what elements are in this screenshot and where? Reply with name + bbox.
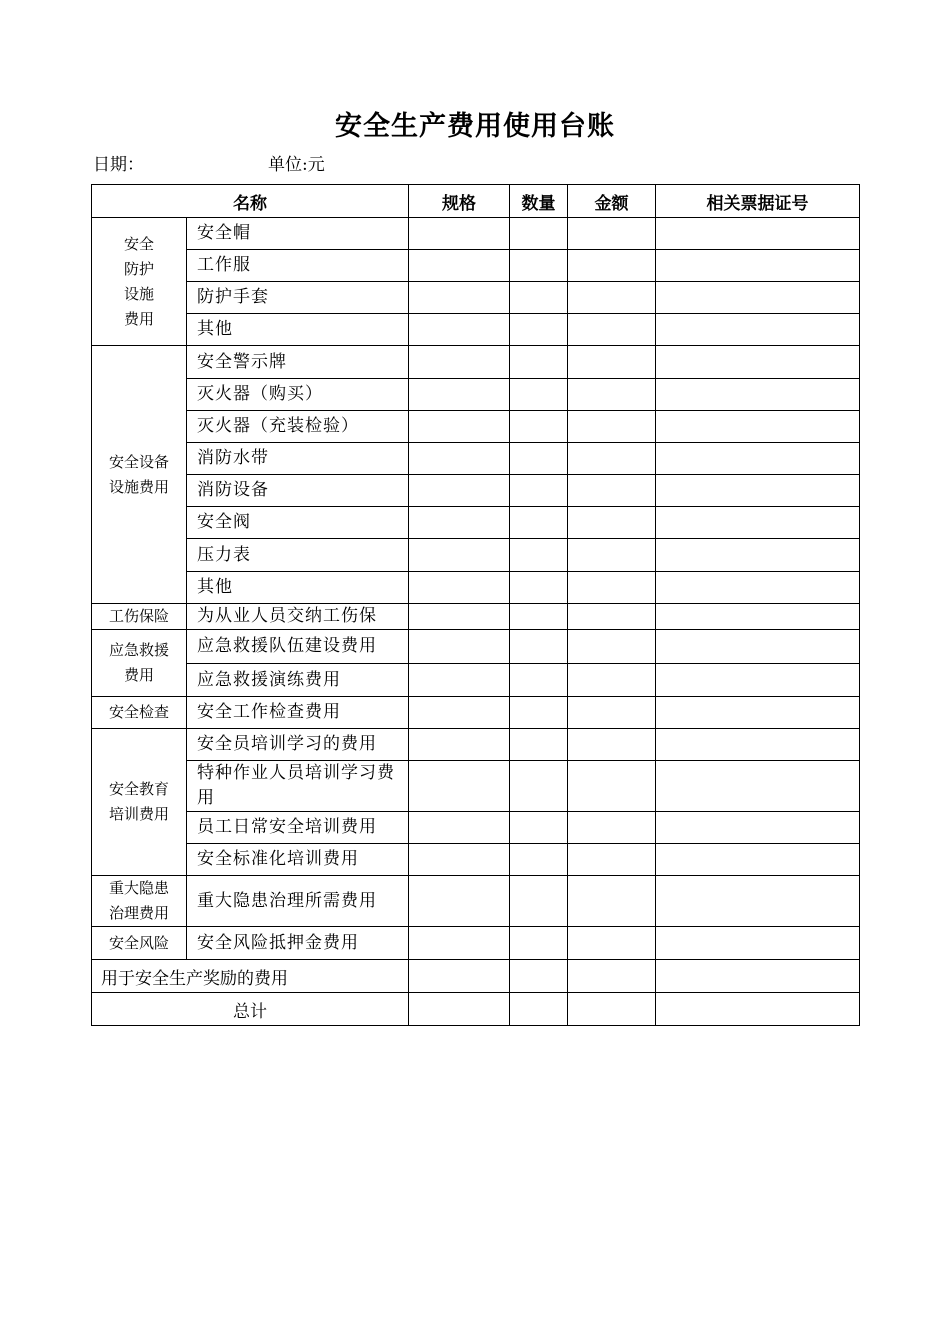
cell-receipt[interactable] bbox=[656, 443, 860, 475]
cell-spec[interactable] bbox=[409, 697, 510, 729]
cell-amount[interactable] bbox=[568, 604, 656, 630]
cell-receipt[interactable] bbox=[656, 876, 860, 927]
cell-qty[interactable] bbox=[510, 314, 568, 346]
item-name: 工作服 bbox=[187, 250, 409, 282]
cell-qty[interactable] bbox=[510, 761, 568, 812]
item-name: 安全阀 bbox=[187, 507, 409, 539]
category-label: 安全检查 bbox=[108, 703, 169, 721]
item-name: 安全警示牌 bbox=[187, 346, 409, 379]
cell-receipt[interactable] bbox=[656, 697, 860, 729]
category-cell bbox=[92, 630, 187, 697]
item-name: 安全风险抵押金费用 bbox=[187, 927, 409, 960]
date-label: 日期： bbox=[93, 155, 144, 175]
cell-receipt[interactable] bbox=[656, 993, 860, 1026]
item-name: 安全工作检查费用 bbox=[187, 697, 409, 729]
cell-receipt[interactable] bbox=[656, 411, 860, 443]
cell-qty[interactable] bbox=[510, 379, 568, 411]
item-name: 防护手套 bbox=[187, 282, 409, 314]
cell-amount[interactable] bbox=[568, 507, 656, 539]
item-name: 安全员培训学习的费用 bbox=[187, 729, 409, 761]
cell-spec[interactable] bbox=[409, 844, 510, 876]
reward-label: 用于安全生产奖励的费用 bbox=[92, 960, 409, 993]
cell-qty[interactable] bbox=[510, 507, 568, 539]
table-row bbox=[92, 411, 860, 443]
cell-receipt[interactable] bbox=[656, 572, 860, 604]
cell-amount[interactable] bbox=[568, 346, 656, 379]
item-name: 为从业人员交纳工伤保 bbox=[187, 604, 409, 630]
cell-amount[interactable] bbox=[568, 812, 656, 844]
cell-amount[interactable] bbox=[568, 443, 656, 475]
cell-spec[interactable] bbox=[409, 379, 510, 411]
cell-spec[interactable] bbox=[409, 604, 510, 630]
header-amount: 金额 bbox=[568, 185, 656, 218]
cell-receipt[interactable] bbox=[656, 475, 860, 507]
cell-amount[interactable] bbox=[568, 630, 656, 664]
total-row bbox=[92, 993, 860, 1026]
item-name: 应急救援队伍建设费用 bbox=[187, 630, 409, 664]
item-name: 消防水带 bbox=[187, 443, 409, 475]
table-row bbox=[92, 927, 860, 960]
reward-row bbox=[92, 960, 860, 993]
cell-receipt[interactable] bbox=[656, 314, 860, 346]
cell-qty[interactable] bbox=[510, 282, 568, 314]
cell-spec[interactable] bbox=[409, 876, 510, 927]
cell-spec[interactable] bbox=[409, 664, 510, 697]
cell-amount[interactable] bbox=[568, 314, 656, 346]
table-row bbox=[92, 539, 860, 572]
total-label: 总计 bbox=[92, 993, 409, 1026]
cell-spec[interactable] bbox=[409, 314, 510, 346]
item-name: 灭火器（充装检验） bbox=[187, 411, 409, 443]
cell-spec[interactable] bbox=[409, 927, 510, 960]
header-row bbox=[92, 185, 860, 218]
category-label: 安全防护设施费用 bbox=[123, 234, 154, 328]
cell-receipt[interactable] bbox=[656, 761, 860, 812]
cell-spec[interactable] bbox=[409, 250, 510, 282]
cell-spec[interactable] bbox=[409, 539, 510, 572]
cell-receipt[interactable] bbox=[656, 346, 860, 379]
cell-qty[interactable] bbox=[510, 664, 568, 697]
cell-receipt[interactable] bbox=[656, 960, 860, 993]
item-name: 安全帽 bbox=[187, 218, 409, 250]
cell-qty[interactable] bbox=[510, 927, 568, 960]
cell-qty[interactable] bbox=[510, 346, 568, 379]
category-label: 应急救援费用 bbox=[108, 641, 169, 684]
category-label: 安全教育培训费用 bbox=[108, 780, 169, 823]
cell-amount[interactable] bbox=[568, 475, 656, 507]
cell-qty[interactable] bbox=[510, 218, 568, 250]
category-label: 重大隐患治理费用 bbox=[108, 879, 169, 922]
cell-amount[interactable] bbox=[568, 729, 656, 761]
table-row bbox=[92, 475, 860, 507]
table-row bbox=[92, 346, 860, 379]
cell-receipt[interactable] bbox=[656, 250, 860, 282]
cell-qty[interactable] bbox=[510, 876, 568, 927]
cell-qty[interactable] bbox=[510, 475, 568, 507]
cell-amount[interactable] bbox=[568, 572, 656, 604]
item-name: 特种作业人员培训学习费用 bbox=[187, 761, 409, 812]
cell-amount[interactable] bbox=[568, 250, 656, 282]
cell-receipt[interactable] bbox=[656, 729, 860, 761]
cell-qty[interactable] bbox=[510, 729, 568, 761]
cell-amount[interactable] bbox=[568, 664, 656, 697]
cell-amount[interactable] bbox=[568, 844, 656, 876]
table-row bbox=[92, 729, 860, 761]
cell-amount[interactable] bbox=[568, 379, 656, 411]
cell-amount[interactable] bbox=[568, 539, 656, 572]
cell-qty[interactable] bbox=[510, 697, 568, 729]
cell-receipt[interactable] bbox=[656, 630, 860, 664]
cell-receipt[interactable] bbox=[656, 218, 860, 250]
cell-receipt[interactable] bbox=[656, 844, 860, 876]
cell-amount[interactable] bbox=[568, 697, 656, 729]
cell-spec[interactable] bbox=[409, 960, 510, 993]
cell-qty[interactable] bbox=[510, 539, 568, 572]
table-row bbox=[92, 507, 860, 539]
table-row bbox=[92, 250, 860, 282]
cell-receipt[interactable] bbox=[656, 812, 860, 844]
cell-qty[interactable] bbox=[510, 443, 568, 475]
category-cell bbox=[92, 697, 187, 729]
category-cell bbox=[92, 346, 187, 604]
cell-spec[interactable] bbox=[409, 993, 510, 1026]
table-row bbox=[92, 876, 860, 927]
cell-spec[interactable] bbox=[409, 729, 510, 761]
header-spec: 规格 bbox=[409, 185, 510, 218]
cell-receipt[interactable] bbox=[656, 539, 860, 572]
table-row bbox=[92, 630, 860, 664]
cell-qty[interactable] bbox=[510, 250, 568, 282]
cell-spec[interactable] bbox=[409, 507, 510, 539]
header-name: 名称 bbox=[92, 185, 409, 218]
cell-amount[interactable] bbox=[568, 927, 656, 960]
category-cell bbox=[92, 604, 187, 630]
category-cell bbox=[92, 729, 187, 876]
cell-qty[interactable] bbox=[510, 630, 568, 664]
cell-qty[interactable] bbox=[510, 844, 568, 876]
cell-spec[interactable] bbox=[409, 572, 510, 604]
cell-amount[interactable] bbox=[568, 993, 656, 1026]
cell-amount[interactable] bbox=[568, 411, 656, 443]
cell-spec[interactable] bbox=[409, 282, 510, 314]
table-row bbox=[92, 572, 860, 604]
cell-receipt[interactable] bbox=[656, 927, 860, 960]
item-name: 安全标准化培训费用 bbox=[187, 844, 409, 876]
category-label: 安全风险 bbox=[108, 933, 169, 952]
cell-spec[interactable] bbox=[409, 475, 510, 507]
item-name: 其他 bbox=[187, 314, 409, 346]
cell-qty[interactable] bbox=[510, 993, 568, 1026]
cell-qty[interactable] bbox=[510, 960, 568, 993]
item-name: 灭火器（购买） bbox=[187, 379, 409, 411]
cell-receipt[interactable] bbox=[656, 604, 860, 630]
table-row bbox=[92, 604, 860, 630]
cell-qty[interactable] bbox=[510, 604, 568, 630]
item-name: 其他 bbox=[187, 572, 409, 604]
category-cell bbox=[92, 927, 187, 960]
cell-qty[interactable] bbox=[510, 572, 568, 604]
page-title: 安全生产费用使用台账 bbox=[335, 111, 615, 142]
cell-receipt[interactable] bbox=[656, 379, 860, 411]
header-receipt: 相关票据证号 bbox=[656, 185, 860, 218]
cell-spec[interactable] bbox=[409, 346, 510, 379]
category-cell bbox=[92, 876, 187, 927]
table-row bbox=[92, 844, 860, 876]
cell-amount[interactable] bbox=[568, 876, 656, 927]
table-row bbox=[92, 761, 860, 812]
cell-amount[interactable] bbox=[568, 218, 656, 250]
category-label: 工伤保险 bbox=[108, 607, 169, 625]
cell-amount[interactable] bbox=[568, 282, 656, 314]
ledger-table bbox=[91, 184, 860, 1026]
cell-amount[interactable] bbox=[568, 960, 656, 993]
category-cell bbox=[92, 218, 187, 346]
cell-spec[interactable] bbox=[409, 411, 510, 443]
item-name: 压力表 bbox=[187, 539, 409, 572]
cell-receipt[interactable] bbox=[656, 507, 860, 539]
item-name: 重大隐患治理所需费用 bbox=[187, 876, 409, 927]
item-name: 应急救援演练费用 bbox=[187, 664, 409, 697]
cell-receipt[interactable] bbox=[656, 282, 860, 314]
cell-qty[interactable] bbox=[510, 411, 568, 443]
table-row bbox=[92, 314, 860, 346]
header-qty: 数量 bbox=[510, 185, 568, 218]
table-row bbox=[92, 697, 860, 729]
item-name: 员工日常安全培训费用 bbox=[187, 812, 409, 844]
table-row bbox=[92, 379, 860, 411]
cell-amount[interactable] bbox=[568, 761, 656, 812]
cell-spec[interactable] bbox=[409, 812, 510, 844]
cell-spec[interactable] bbox=[409, 761, 510, 812]
cell-spec[interactable] bbox=[409, 443, 510, 475]
item-name: 消防设备 bbox=[187, 475, 409, 507]
unit-label: 单位:元 bbox=[268, 155, 325, 175]
cell-spec[interactable] bbox=[409, 630, 510, 664]
table-row bbox=[92, 282, 860, 314]
table-row bbox=[92, 443, 860, 475]
ledger-body bbox=[92, 218, 860, 1026]
category-label: 安全设备设施费用 bbox=[108, 452, 169, 496]
table-row bbox=[92, 812, 860, 844]
cell-receipt[interactable] bbox=[656, 664, 860, 697]
cell-qty[interactable] bbox=[510, 812, 568, 844]
table-row bbox=[92, 218, 860, 250]
table-row bbox=[92, 664, 860, 697]
cell-spec[interactable] bbox=[409, 218, 510, 250]
